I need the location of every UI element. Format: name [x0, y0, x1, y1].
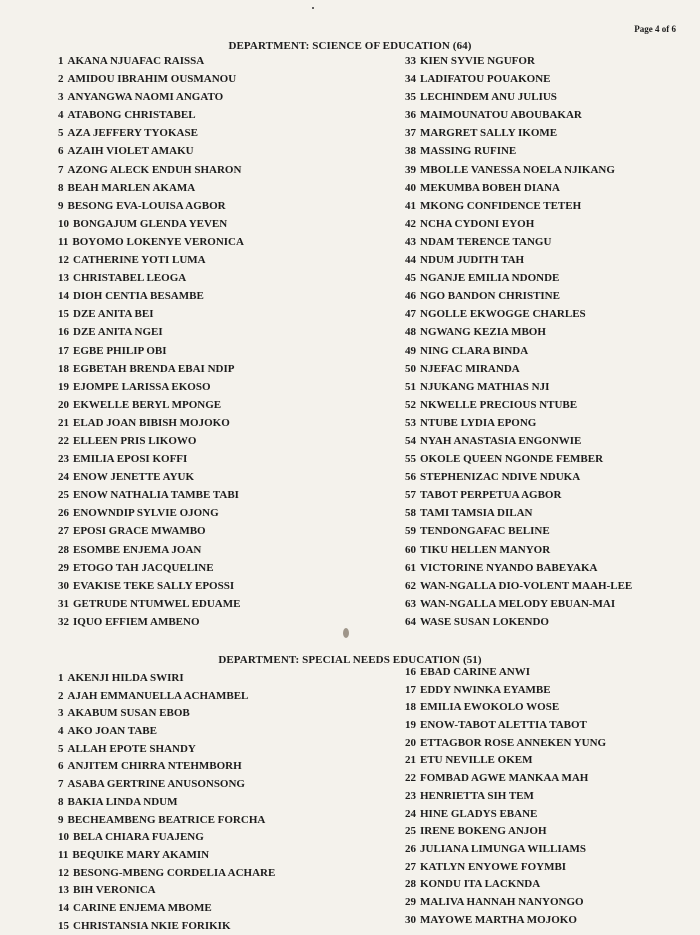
list-item [405, 735, 606, 753]
list-item [58, 670, 275, 688]
student-name: EPOSI GRACE MWAMBO [73, 525, 206, 538]
student-name: MALIVA HANNAH NANYONGO [420, 895, 584, 908]
item-number: 17 [405, 683, 416, 696]
list-item [405, 360, 632, 378]
student-name: TAMI TAMSIA DILAN [420, 507, 533, 520]
list-item [405, 859, 606, 877]
list-item [405, 823, 606, 841]
item-number: 51 [405, 380, 416, 393]
list-item [58, 378, 244, 396]
list-item [405, 912, 606, 930]
list-item [58, 794, 275, 812]
list-item [405, 682, 606, 700]
student-name: AJAH EMMANUELLA ACHAMBEL [67, 689, 249, 702]
student-name: NGANJE EMILIA NDONDE [420, 272, 560, 285]
list-item [405, 752, 606, 770]
list-item [58, 287, 244, 305]
list-item [58, 900, 275, 918]
item-number: 49 [405, 344, 416, 357]
item-number: 9 [58, 199, 64, 212]
list-item [405, 179, 632, 197]
student-name: WAN-NGALLA MELODY EBUAN-MAI [420, 597, 616, 610]
student-name: JULIANA LIMUNGA WILLIAMS [420, 842, 587, 855]
item-number: 15 [58, 308, 69, 321]
student-name: ESOMBE ENJEMA JOAN [73, 543, 202, 556]
item-number: 12 [58, 866, 69, 879]
department-title-science-of-education: DEPARTMENT: SCIENCE OF EDUCATION (64) [228, 40, 472, 52]
list-item [405, 142, 632, 160]
list-item [405, 52, 632, 70]
item-number: 19 [405, 719, 416, 732]
student-name: ANYANGWA NAOMI ANGATO [67, 91, 224, 104]
student-name: ENOWNDIP SYLVIE OJONG [73, 507, 219, 520]
item-number: 12 [58, 254, 69, 267]
list-item [405, 305, 632, 323]
student-name: ANJITEM CHIRRA NTEHMBORH [67, 760, 242, 773]
list-item [58, 741, 275, 759]
list-item [405, 841, 606, 859]
list-item [58, 504, 244, 522]
student-name: AKABUM SUSAN EBOB [67, 707, 190, 720]
student-name: ALLAH EPOTE SHANDY [67, 742, 196, 755]
item-number: 37 [405, 127, 416, 140]
item-number: 10 [58, 217, 69, 230]
student-name: BESONG-MBENG CORDELIA ACHARE [73, 866, 276, 879]
student-name: GETRUDE NTUMWEL EDUAME [73, 597, 241, 610]
student-name: EGBETAH BRENDA EBAI NDIP [73, 362, 235, 375]
student-name: ETTAGBOR ROSE ANNEKEN YUNG [420, 736, 607, 749]
list-item [58, 486, 244, 504]
item-number: 23 [58, 453, 69, 466]
list-item [58, 522, 244, 540]
item-number: 2 [58, 689, 64, 702]
special-needs-education-list-right [405, 664, 606, 929]
student-name: IQUO EFFIEM AMBENO [73, 615, 200, 628]
student-name: NYAH ANASTASIA ENGONWIE [420, 434, 582, 447]
student-name: AKO JOAN TABE [67, 725, 157, 738]
list-item [58, 432, 244, 450]
student-name: BESONG EVA-LOUISA AGBOR [67, 199, 226, 212]
student-name: BECHEAMBENG BEATRICE FORCHA [67, 813, 266, 826]
student-name: KIEN SYVIE NGUFOR [420, 55, 535, 67]
student-name: KONDU ITA LACKNDA [420, 878, 541, 891]
list-item [58, 233, 244, 251]
list-item [58, 342, 244, 360]
student-name: BAKIA LINDA NDUM [67, 795, 178, 808]
student-name: NDUM JUDITH TAH [420, 254, 525, 267]
list-item [58, 269, 244, 287]
item-number: 7 [58, 163, 64, 176]
item-number: 26 [58, 507, 69, 520]
item-number: 52 [405, 398, 416, 411]
list-item [58, 468, 244, 486]
list-item [58, 688, 275, 706]
science-of-education-list-left [58, 52, 244, 631]
item-number: 63 [405, 597, 416, 610]
list-item [405, 233, 632, 251]
student-name: HENRIETTA SIH TEM [420, 789, 534, 802]
list-item [405, 378, 632, 396]
item-number: 20 [58, 398, 69, 411]
list-item [405, 522, 632, 540]
list-item [58, 829, 275, 847]
item-number: 7 [58, 778, 64, 791]
student-name: NGOLLE EKWOGGE CHARLES [420, 308, 586, 321]
item-number: 36 [405, 109, 416, 122]
list-item [405, 468, 632, 486]
page-number: Page 4 of 6 [634, 24, 676, 34]
student-name: TIKU HELLEN MANYOR [420, 543, 551, 556]
student-name: FOMBAD AGWE MANKAA MAH [420, 772, 589, 785]
item-number: 64 [405, 615, 416, 628]
student-name: CHRISTANSIA NKIE FORIKIK [73, 919, 231, 932]
item-number: 53 [405, 416, 416, 429]
student-name: MARGRET SALLY IKOME [420, 127, 558, 140]
item-number: 5 [58, 127, 64, 140]
list-item [405, 88, 632, 106]
item-number: 9 [58, 813, 64, 826]
item-number: 25 [405, 825, 416, 838]
student-name: EMILIA EWOKOLO WOSE [420, 701, 560, 714]
item-number: 35 [405, 91, 416, 104]
item-number: 8 [58, 181, 64, 194]
student-name: BEQUIKE MARY AKAMIN [72, 848, 210, 861]
item-number: 16 [405, 666, 416, 678]
list-item [405, 70, 632, 88]
student-name: NING CLARA BINDA [420, 344, 529, 357]
student-name: BONGAJUM GLENDA YEVEN [73, 217, 228, 230]
item-number: 25 [58, 489, 69, 502]
item-number: 28 [405, 878, 416, 891]
student-name: BEAH MARLEN AKAMA [67, 181, 196, 194]
student-name: MKONG CONFIDENCE TETEH [420, 199, 582, 212]
list-item [58, 758, 275, 776]
item-number: 8 [58, 795, 64, 808]
item-number: 17 [58, 344, 69, 357]
item-number: 14 [58, 901, 69, 914]
item-number: 60 [405, 543, 416, 556]
item-number: 11 [58, 848, 69, 861]
item-number: 20 [405, 736, 416, 749]
item-number: 23 [405, 789, 416, 802]
item-number: 3 [58, 707, 64, 720]
student-name: NJUKANG MATHIAS NJI [420, 380, 550, 393]
student-name: WAN-NGALLA DIO-VOLENT MAAH-LEE [420, 579, 633, 592]
item-number: 44 [405, 254, 416, 267]
student-name: BOYOMO LOKENYE VERONICA [72, 235, 244, 248]
student-name: NCHA CYDONI EYOH [420, 217, 535, 230]
list-item [58, 106, 244, 124]
list-item [405, 414, 632, 432]
item-number: 62 [405, 579, 416, 592]
item-number: 42 [405, 217, 416, 230]
item-number: 14 [58, 290, 69, 303]
list-item [58, 559, 244, 577]
list-item [405, 486, 632, 504]
item-number: 59 [405, 525, 416, 538]
student-name: ATABONG CHRISTABEL [67, 109, 196, 122]
student-name: EKWELLE BERYL MPONGE [73, 398, 222, 411]
student-name: EBAD CARINE ANWI [420, 666, 531, 678]
item-number: 1 [58, 55, 64, 67]
list-item [405, 559, 632, 577]
department-title-special-needs-education: DEPARTMENT: SPECIAL NEEDS EDUCATION (51) [218, 654, 482, 666]
item-number: 31 [58, 597, 69, 610]
student-name: AZAIH VIOLET AMAKU [67, 145, 194, 158]
student-name: NDAM TERENCE TANGU [420, 235, 552, 248]
item-number: 18 [405, 701, 416, 714]
student-name: MASSING RUFINE [420, 145, 517, 158]
item-number: 19 [58, 380, 69, 393]
student-name: AKENJI HILDA SWIRI [67, 672, 184, 684]
item-number: 57 [405, 489, 416, 502]
list-item [58, 179, 244, 197]
student-name: TABOT PERPETUA AGBOR [420, 489, 562, 502]
list-item [58, 705, 275, 723]
list-item [58, 52, 244, 70]
item-number: 29 [405, 895, 416, 908]
item-number: 4 [58, 109, 64, 122]
list-item [58, 450, 244, 468]
item-number: 39 [405, 163, 416, 176]
item-number: 34 [405, 73, 416, 86]
student-name: EJOMPE LARISSA EKOSO [73, 380, 211, 393]
item-number: 2 [58, 73, 64, 86]
student-name: AZONG ALECK ENDUH SHARON [67, 163, 242, 176]
item-number: 5 [58, 742, 64, 755]
student-name: EDDY NWINKA EYAMBE [420, 683, 551, 696]
student-name: TENDONGAFAC BELINE [420, 525, 550, 538]
list-item [58, 323, 244, 341]
list-item [58, 882, 275, 900]
list-item [405, 396, 632, 414]
student-name: ENOW-TABOT ALETTIA TABOT [420, 719, 587, 732]
student-name: EGBE PHILIP OBI [73, 344, 167, 357]
student-name: NJEFAC MIRANDA [420, 362, 520, 375]
list-item [405, 788, 606, 806]
item-number: 24 [58, 471, 69, 484]
item-number: 38 [405, 145, 416, 158]
student-name: EVAKISE TEKE SALLY EPOSSI [73, 579, 235, 592]
list-item [405, 577, 632, 595]
list-item [58, 360, 244, 378]
item-number: 56 [405, 471, 416, 484]
list-item [58, 197, 244, 215]
student-name: MAYOWE MARTHA MOJOKO [420, 913, 577, 926]
item-number: 21 [58, 416, 69, 429]
list-item [405, 504, 632, 522]
list-item [58, 776, 275, 794]
item-number: 6 [58, 760, 64, 773]
list-item [58, 251, 244, 269]
ink-dot [312, 7, 314, 9]
list-item [58, 215, 244, 233]
student-name: LECHINDEM ANU JULIUS [420, 91, 557, 104]
item-number: 16 [58, 326, 69, 339]
item-number: 6 [58, 145, 64, 158]
student-name: AKANA NJUAFAC RAISSA [67, 55, 205, 67]
list-item [405, 215, 632, 233]
student-name: DZE ANITA NGEI [73, 326, 163, 339]
item-number: 55 [405, 453, 416, 466]
item-number: 41 [405, 199, 416, 212]
student-name: BELA CHIARA FUAJENG [73, 831, 204, 844]
list-item [405, 342, 632, 360]
list-item [58, 577, 244, 595]
student-name: EMILIA EPOSI KOFFI [73, 453, 188, 466]
student-name: MEKUMBA BOBEH DIANA [420, 181, 560, 194]
item-number: 13 [58, 884, 69, 897]
item-number: 10 [58, 831, 69, 844]
list-item [58, 595, 244, 613]
list-item [405, 269, 632, 287]
list-item [58, 541, 244, 559]
item-number: 32 [58, 615, 69, 628]
student-name: STEPHENIZAC NDIVE NDUKA [420, 471, 581, 484]
item-number: 43 [405, 235, 416, 248]
list-item [405, 197, 632, 215]
student-name: WASE SUSAN LOKENDO [420, 615, 549, 628]
item-number: 45 [405, 272, 416, 285]
item-number: 22 [58, 434, 69, 447]
item-number: 4 [58, 725, 64, 738]
item-number: 28 [58, 543, 69, 556]
student-name: ASABA GERTRINE ANUSONSONG [67, 778, 245, 791]
list-item [58, 161, 244, 179]
list-item [405, 613, 632, 631]
list-item [58, 70, 244, 88]
item-number: 21 [405, 754, 416, 767]
science-of-education-list-right [405, 52, 632, 631]
item-number: 47 [405, 308, 416, 321]
list-item [58, 305, 244, 323]
item-number: 27 [405, 860, 416, 873]
list-item [405, 432, 632, 450]
list-item [405, 717, 606, 735]
item-number: 50 [405, 362, 416, 375]
list-item [405, 664, 606, 682]
list-item [58, 396, 244, 414]
student-name: ELLEEN PRIS LIKOWO [73, 434, 197, 447]
list-item [405, 450, 632, 468]
student-name: ELAD JOAN BIBISH MOJOKO [73, 416, 230, 429]
list-item [58, 918, 275, 935]
student-name: DIOH CENTIA BESAMBE [73, 290, 204, 303]
list-item [405, 124, 632, 142]
item-number: 27 [58, 525, 69, 538]
list-item [405, 595, 632, 613]
item-number: 26 [405, 842, 416, 855]
student-name: AMIDOU IBRAHIM OUSMANOU [67, 73, 237, 86]
student-name: BIH VERONICA [73, 884, 156, 897]
student-name: NGO BANDON CHRISTINE [420, 290, 560, 303]
item-number: 1 [58, 672, 64, 684]
special-needs-education-list-left [58, 670, 275, 935]
list-item [405, 806, 606, 824]
item-number: 13 [58, 272, 69, 285]
item-number: 15 [58, 919, 69, 932]
list-item [405, 287, 632, 305]
list-item [58, 414, 244, 432]
student-name: IRENE BOKENG ANJOH [420, 825, 547, 838]
list-item [405, 323, 632, 341]
list-item [58, 88, 244, 106]
student-name: NGWANG KEZIA MBOH [420, 326, 546, 339]
student-name: HINE GLADYS EBANE [420, 807, 538, 820]
item-number: 29 [58, 561, 69, 574]
item-number: 18 [58, 362, 69, 375]
item-number: 3 [58, 91, 64, 104]
student-name: ENOW NATHALIA TAMBE TABI [73, 489, 239, 502]
student-name: ETOGO TAH JACQUELINE [73, 561, 214, 574]
student-name: NTUBE LYDIA EPONG [420, 416, 537, 429]
list-item [405, 770, 606, 788]
student-name: CARINE ENJEMA MBOME [73, 901, 212, 914]
student-name: VICTORINE NYANDO BABEYAKA [420, 561, 598, 574]
item-number: 48 [405, 326, 416, 339]
list-item [405, 699, 606, 717]
list-item [58, 124, 244, 142]
list-item [58, 812, 275, 830]
list-item [405, 161, 632, 179]
list-item [58, 723, 275, 741]
list-item [58, 865, 275, 883]
list-item [58, 613, 244, 631]
list-item [405, 106, 632, 124]
list-item [405, 251, 632, 269]
list-item [58, 847, 275, 865]
item-number: 61 [405, 561, 416, 574]
student-name: CATHERINE YOTI LUMA [73, 254, 206, 267]
student-name: LADIFATOU POUAKONE [420, 73, 551, 86]
student-name: NKWELLE PRECIOUS NTUBE [420, 398, 578, 411]
item-number: 24 [405, 807, 416, 820]
student-name: CHRISTABEL LEOGA [73, 272, 187, 285]
list-item [405, 541, 632, 559]
item-number: 11 [58, 235, 69, 248]
item-number: 22 [405, 772, 416, 785]
item-number: 58 [405, 507, 416, 520]
student-name: MBOLLE VANESSA NOELA NJIKANG [420, 163, 615, 176]
item-number: 46 [405, 290, 416, 303]
item-number: 40 [405, 181, 416, 194]
student-name: ETU NEVILLE OKEM [420, 754, 533, 767]
list-item [405, 876, 606, 894]
student-name: KATLYN ENYOWE FOYMBI [420, 860, 567, 873]
student-name: OKOLE QUEEN NGONDE FEMBER [420, 453, 604, 466]
student-name: MAIMOUNATOU ABOUBAKAR [420, 109, 582, 122]
list-item [58, 142, 244, 160]
ink-smudge [343, 628, 349, 638]
student-name: ENOW JENETTE AYUK [73, 471, 195, 484]
student-name: DZE ANITA BEI [73, 308, 154, 321]
student-name: AZA JEFFERY TYOKASE [67, 127, 198, 140]
item-number: 33 [405, 55, 416, 67]
item-number: 30 [58, 579, 69, 592]
list-item [405, 894, 606, 912]
item-number: 54 [405, 434, 416, 447]
item-number: 30 [405, 913, 416, 926]
